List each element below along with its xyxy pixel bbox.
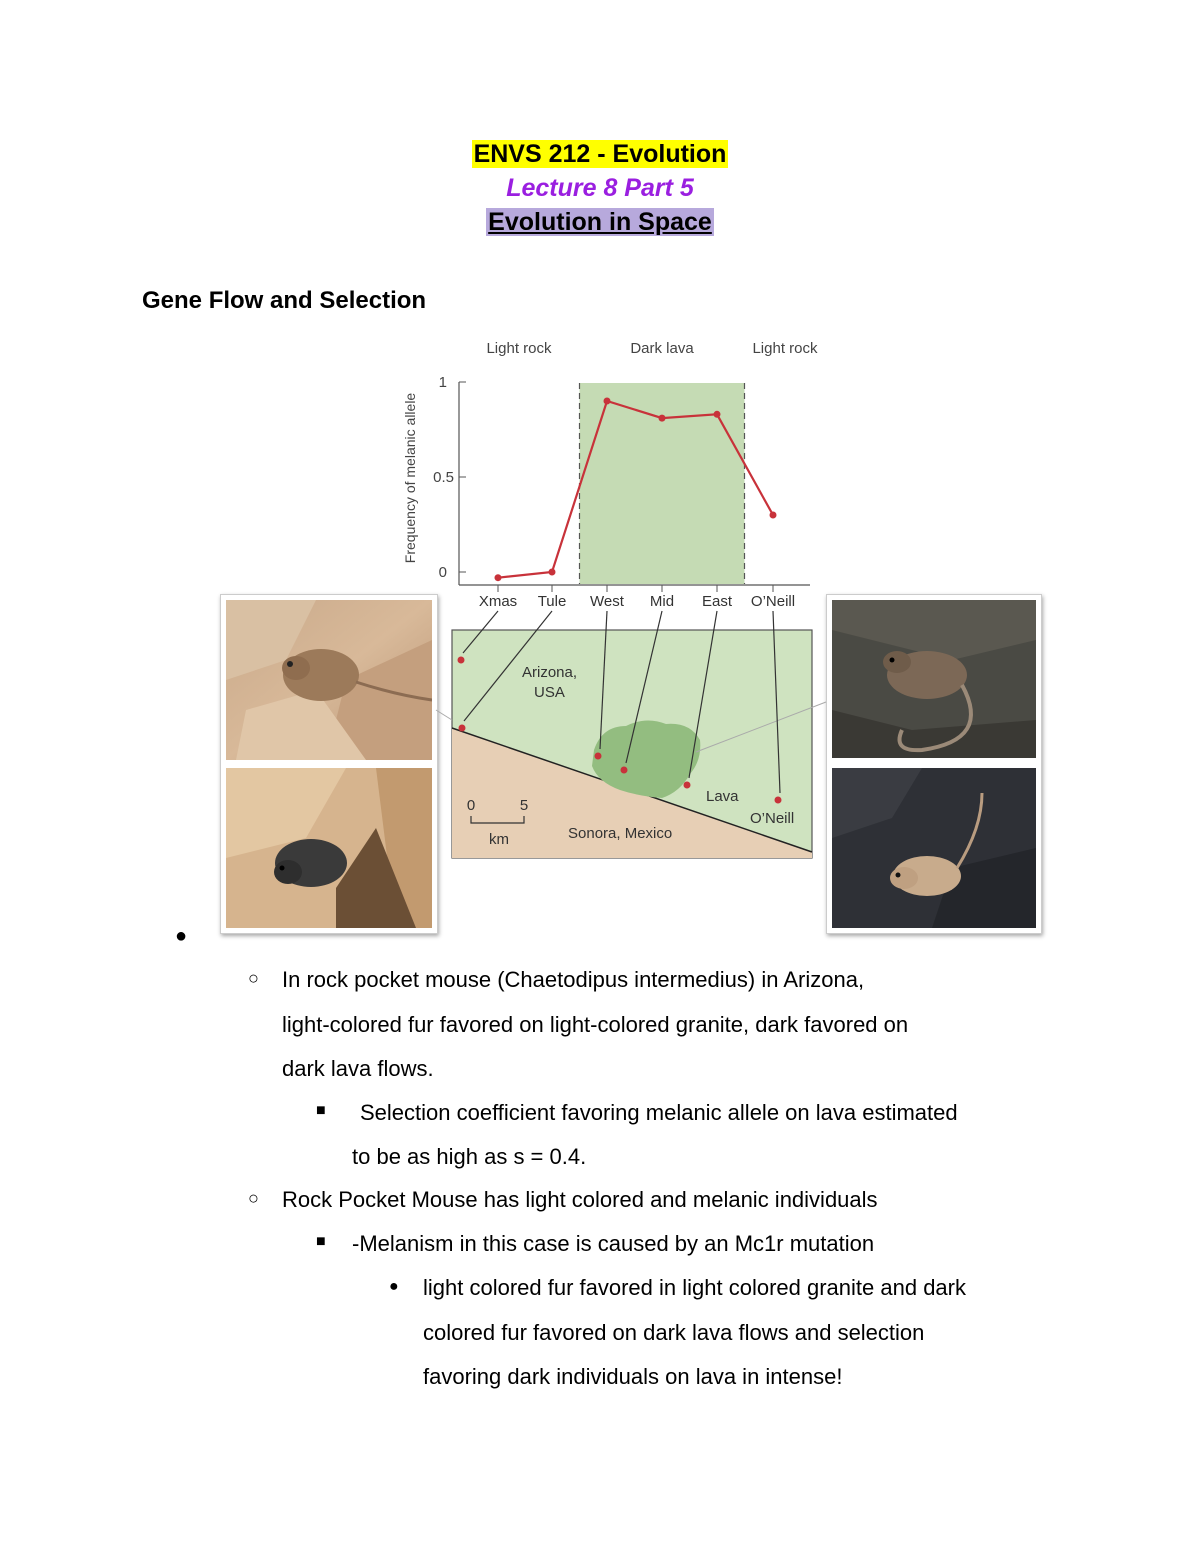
site-dot	[595, 753, 602, 760]
scale-label-5: 5	[519, 797, 529, 814]
region-label-light-rock-right: Light rock	[752, 340, 818, 357]
data-point	[714, 411, 721, 418]
list-item-text: colored fur favored on dark lava flows and selection	[423, 1320, 925, 1345]
map-label-arizona: Arizona,	[522, 664, 578, 681]
site-dot	[458, 657, 465, 664]
scale-label-0: 0	[466, 797, 476, 814]
topic-title: Evolution in Space	[488, 208, 712, 236]
site-dot	[775, 797, 782, 804]
map-label-usa: USA	[534, 684, 565, 701]
list-item-text: favoring dark individuals on lava in intense!	[423, 1364, 843, 1389]
data-point	[770, 512, 777, 519]
scale-label-km: km	[489, 831, 509, 848]
list-item-text: In rock pocket mouse (Chaetodipus intermedius) in Arizona,	[282, 967, 865, 992]
map-label-oneill: O’Neill	[750, 810, 795, 827]
section-heading: Gene Flow and Selection	[142, 287, 427, 314]
data-point	[495, 574, 502, 581]
figure	[218, 330, 1048, 940]
y-tick-label-1: 1	[438, 374, 447, 391]
region-label-light-rock-left: Light rock	[486, 340, 552, 357]
x-tick-label: Mid	[649, 593, 675, 610]
callout-line-left	[436, 710, 452, 720]
bullet-circle-level2: ○	[248, 1188, 259, 1208]
list-item-text: dark lava flows.	[282, 1056, 434, 1081]
allele-frequency-chart-and-map	[218, 330, 1048, 940]
y-tick-label-0.5: 0.5	[433, 469, 454, 486]
list-item-text: Rock Pocket Mouse has light colored and melanic individuals	[282, 1187, 878, 1212]
list-item-text: -Melanism in this case is caused by an Mc1r mutation	[352, 1231, 875, 1256]
map-label-lava: Lava	[706, 788, 739, 805]
list-item-text: to be as high as s = 0.4.	[352, 1144, 587, 1169]
site-dot	[459, 725, 466, 732]
data-point	[604, 398, 611, 405]
course-title: ENVS 212 - Evolution	[473, 140, 727, 168]
y-axis-label: Frequency of melanic allele	[402, 392, 418, 564]
bullet-square-level3: ■	[316, 1102, 326, 1119]
bullet-disc-level4: ●	[389, 1278, 399, 1295]
list-item-text: light-colored fur favored on light-colored granite, dark favored on	[282, 1012, 909, 1037]
list-item-text: light colored fur favored in light colored granite and dark	[423, 1275, 966, 1300]
map-label-sonora: Sonora, Mexico	[568, 825, 673, 842]
region-label-dark-lava: Dark lava	[630, 340, 694, 357]
site-dot	[684, 782, 691, 789]
x-tick-label: East	[701, 593, 733, 610]
list-item-text: Selection coefficient favoring melanic allele on lava estimated	[360, 1100, 958, 1125]
data-point	[659, 415, 666, 422]
lecture-title: Lecture 8 Part 5	[506, 174, 694, 202]
x-tick-label: Tule	[537, 593, 567, 610]
x-tick-label: Xmas	[478, 593, 518, 610]
bullet-square-level3: ■	[316, 1233, 326, 1250]
bullet-circle-level2: ○	[248, 968, 259, 988]
data-point	[549, 569, 556, 576]
bullet-disc-level1: ●	[175, 925, 188, 947]
x-tick-label: West	[590, 593, 624, 610]
y-tick-label-0: 0	[438, 564, 447, 581]
x-tick-label: O’Neill	[750, 593, 796, 610]
site-dot	[621, 767, 628, 774]
